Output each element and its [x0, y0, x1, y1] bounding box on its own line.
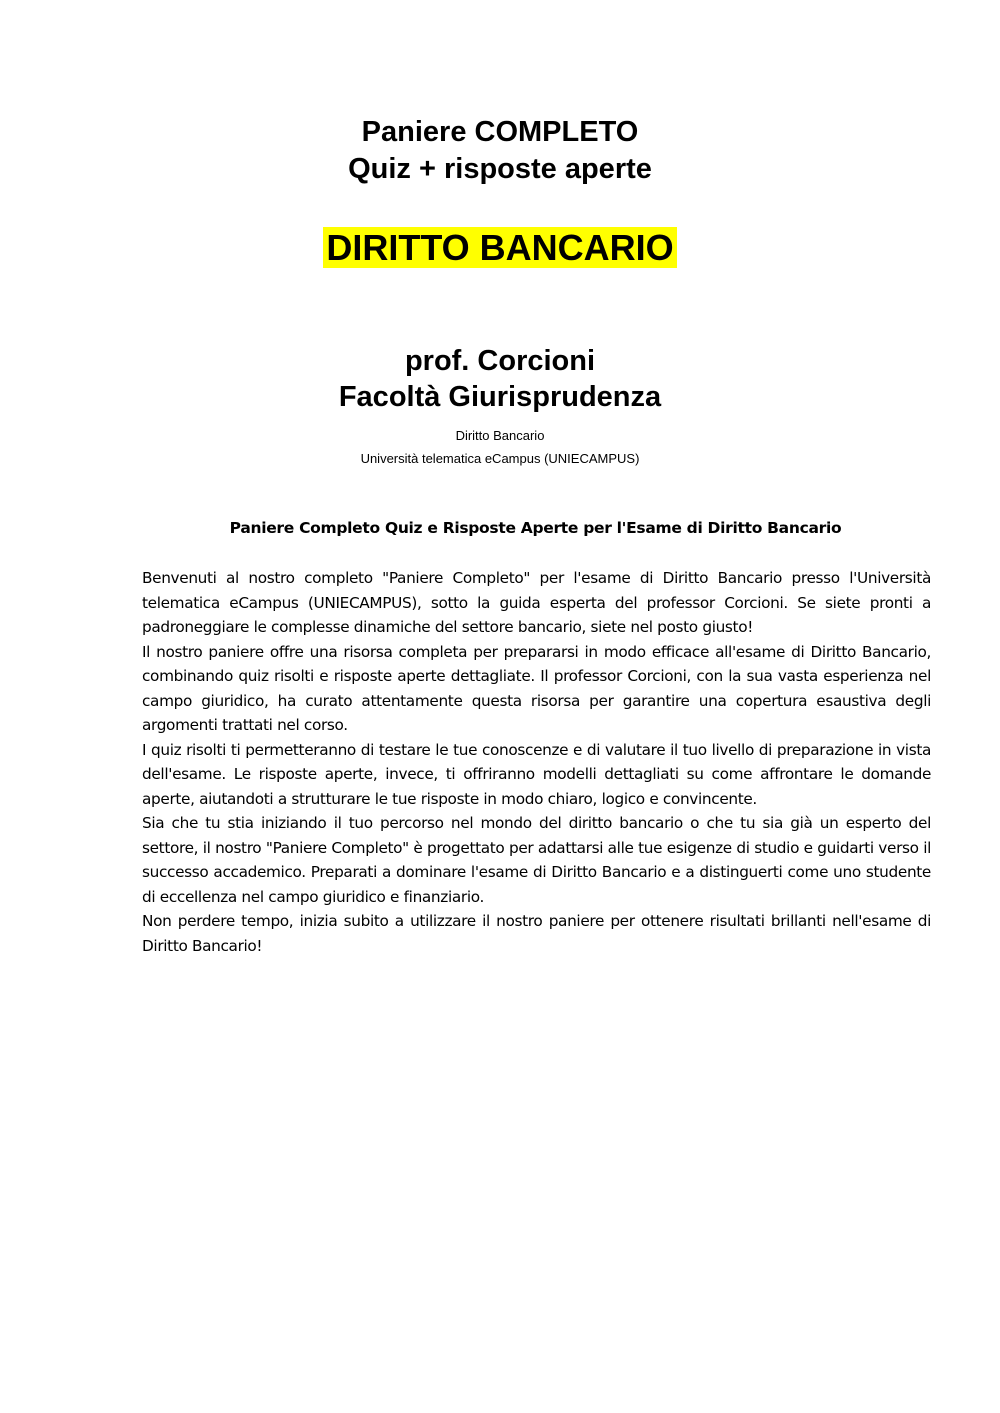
section-heading: Paniere Completo Quiz e Risposte Aperte per l'Esame di Diritto Bancario [229, 519, 842, 537]
title-line-2: Quiz + risposte aperte [348, 153, 652, 185]
paragraph: Il nostro paniere offre una risorsa completa per prepararsi in modo efficace all'esame di Diritto Bancario, combinando quiz risolti e risposte aperte dettagliate. Il professor Corcioni, con la sua vasta esperienza nel campo giuridico, ha curato attentamente questa risorsa per garantire una copertura esaustiva degli argomenti trattati nel corso. [142, 642, 931, 734]
author-block [0, 343, 1000, 415]
university-name: Università telematica eCampus (UNIECAMPUS) [360, 451, 640, 466]
paragraph: I quiz risolti ti permetteranno di testare le tue conoscenze e di valutare il tuo livello di preparazione in vista dell'esame. Le risposte aperte, invece, ti offriranno modelli dettagliati su come affrontare le domande aperte, aiutandoti a strutturare le tue risposte in modo chiaro, logico e convincente. [142, 740, 931, 808]
subject-title [0, 226, 1000, 270]
faculty-name: Facoltà Giurisprudenza [338, 381, 662, 413]
paragraph: Non perdere tempo, inizia subito a utilizzare il nostro paniere per ottenere risultati brillanti nell'esame di Diritto Bancario! [142, 912, 931, 955]
body-text [142, 566, 931, 958]
paragraph: Benvenuti al nostro completo "Paniere Completo" per l'esame di Diritto Bancario presso l'Università telematica eCampus (UNIECAMPUS), sotto la guida esperta del professor Corcioni. Se siete pronti a padroneggiare le complesse dinamiche del settore bancario, siete nel posto giusto! [142, 569, 931, 636]
paragraph: Sia che tu stia iniziando il tuo percorso nel mondo del diritto bancario o che tu sia già un esperto del settore, il nostro "Paniere Completo" è progettato per adattarsi alle tue esigenze di studio e guidarti verso il successo accademico. Preparati a dominare l'esame di Diritto Bancario e a distinguerti come uno studente di eccellenza nel campo giuridico e finanziario. [142, 814, 931, 906]
subject-highlight: DIRITTO BANCARIO [323, 227, 676, 268]
course-name: Diritto Bancario [455, 428, 545, 443]
title-block [0, 114, 1000, 188]
professor-name: prof. Corcioni [404, 345, 596, 377]
title-line-1: Paniere COMPLETO [361, 116, 639, 148]
